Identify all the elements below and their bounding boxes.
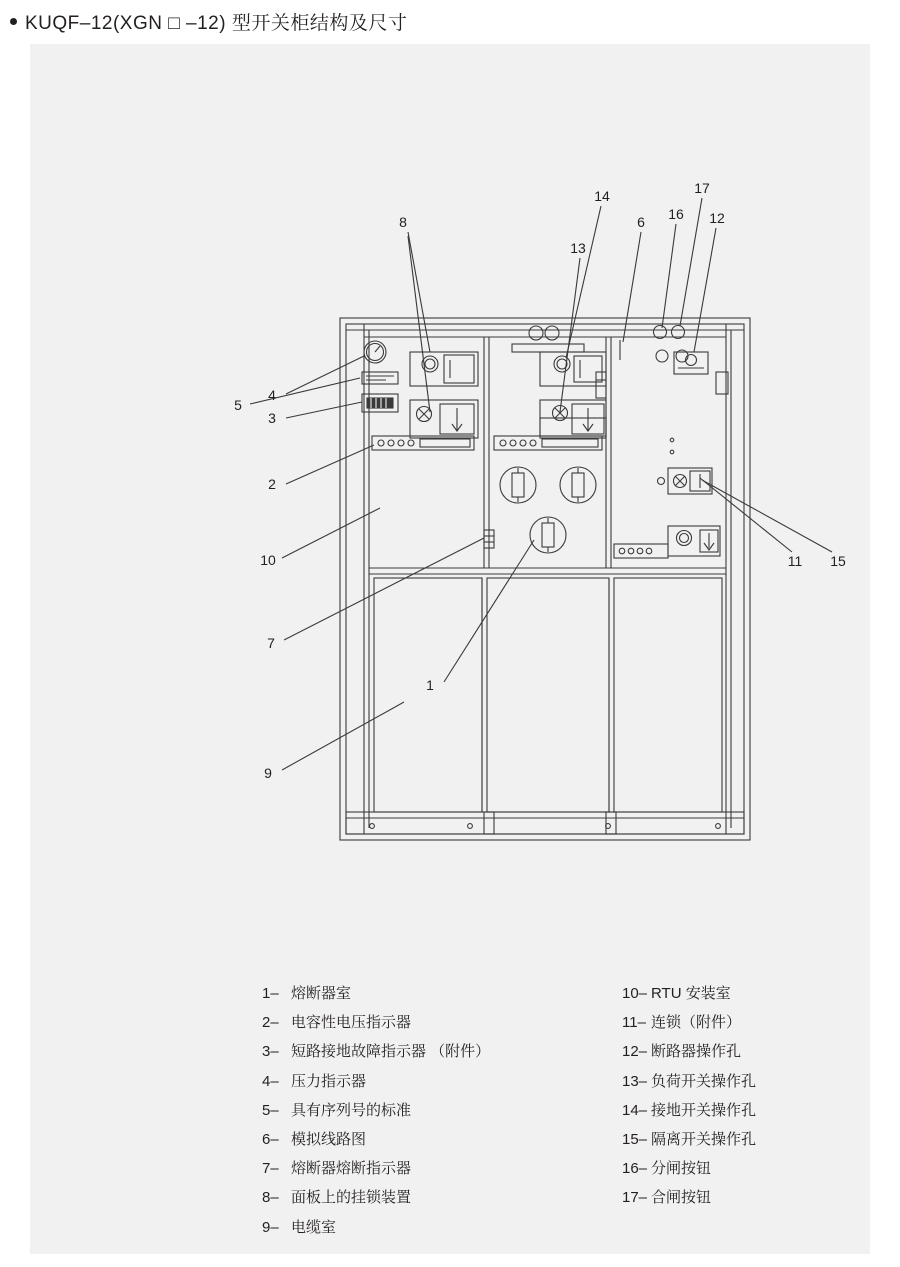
legend-num-3: 3– — [262, 1043, 279, 1061]
legend-label-4: 压力指示器 — [291, 1072, 367, 1090]
legend-num-15: 15– — [622, 1130, 648, 1148]
legend-num-8: 8– — [262, 1189, 279, 1207]
legend-item-9 — [262, 1220, 622, 1249]
legend-item-2 — [262, 1015, 622, 1044]
callout-6: 6 — [637, 214, 645, 230]
page-title — [10, 8, 407, 35]
legend-item-1 — [262, 986, 622, 1015]
callout-17: 17 — [694, 180, 710, 196]
callout-9: 9 — [264, 765, 272, 781]
legend-item-3 — [262, 1044, 622, 1073]
legend-num-4: 4– — [262, 1072, 279, 1090]
legend-num-16: 16– — [622, 1160, 648, 1178]
callout-2: 2 — [268, 476, 276, 492]
legend-item-4 — [262, 1074, 622, 1103]
callout-5: 5 — [234, 397, 242, 413]
legend-label-7: 熔断器熔断指示器 — [291, 1160, 412, 1178]
legend-label-5: 具有序列号的标准 — [291, 1101, 412, 1119]
legend-item-6 — [262, 1132, 622, 1161]
legend-label-9: 电缆室 — [291, 1218, 337, 1236]
page-title-text: KUQF–12(XGN □ –12) 型开关柜结构及尺寸 — [25, 13, 408, 34]
callout-11: 11 — [787, 553, 803, 569]
callout-3: 3 — [268, 410, 276, 426]
bullet-dot-icon — [10, 18, 17, 25]
legend-item-17 — [622, 1190, 822, 1219]
legend-item-7 — [262, 1161, 622, 1190]
legend-item-15 — [622, 1132, 822, 1161]
legend-label-6: 模拟线路图 — [291, 1130, 367, 1148]
callout-4: 4 — [268, 387, 276, 403]
legend-label-3: 短路接地故障指示器 （附件） — [291, 1043, 491, 1061]
legend-item-11 — [622, 1015, 822, 1044]
legend-item-8 — [262, 1190, 622, 1219]
legend-label-2: 电容性电压指示器 — [291, 1014, 412, 1032]
legend-item-13 — [622, 1074, 822, 1103]
legend-label-13: 负荷开关操作孔 — [651, 1072, 757, 1090]
legend-label-12: 断路器操作孔 — [651, 1043, 742, 1061]
callout-16: 16 — [668, 206, 684, 222]
legend-num-17: 17– — [622, 1189, 648, 1207]
legend-item-blank — [622, 1220, 822, 1249]
legend-item-12 — [622, 1044, 822, 1073]
legend-item-10 — [622, 986, 822, 1015]
legend-label-16: 分闸按钮 — [651, 1160, 712, 1178]
legend-label-8: 面板上的挂锁装置 — [291, 1189, 412, 1207]
legend-num-12: 12– — [622, 1043, 648, 1061]
legend-num-14: 14– — [622, 1101, 648, 1119]
legend-label-15: 隔离开关操作孔 — [651, 1130, 757, 1148]
legend-num-2: 2– — [262, 1014, 279, 1032]
callout-12: 12 — [709, 210, 725, 226]
legend-num-6: 6– — [262, 1130, 279, 1148]
callout-15: 15 — [830, 553, 846, 569]
legend-num-13: 13– — [622, 1072, 648, 1090]
legend-num-11: 11– — [622, 1014, 646, 1032]
callout-1: 1 — [426, 677, 434, 693]
legend-label-11: 连锁（附件） — [651, 1014, 742, 1032]
legend-label-17: 合闸按钮 — [651, 1189, 712, 1207]
legend-label-1: 熔断器室 — [291, 985, 352, 1002]
callout-14: 14 — [594, 188, 610, 204]
legend-list — [262, 986, 822, 1249]
legend-label-14: 接地开关操作孔 — [651, 1101, 757, 1119]
legend-item-14 — [622, 1103, 822, 1132]
legend-item-16 — [622, 1161, 822, 1190]
callout-10: 10 — [260, 552, 276, 568]
legend-item-5 — [262, 1103, 622, 1132]
callout-8: 8 — [399, 214, 407, 230]
legend-num-9: 9– — [262, 1218, 279, 1236]
legend-num-1: 1– — [262, 985, 279, 1002]
legend-num-10: 10– — [622, 985, 648, 1002]
legend-num-7: 7– — [262, 1160, 279, 1178]
callout-7: 7 — [267, 635, 275, 651]
callout-13: 13 — [570, 240, 586, 256]
legend-num-5: 5– — [262, 1101, 279, 1119]
legend-label-10: RTU 安装室 — [651, 985, 731, 1002]
